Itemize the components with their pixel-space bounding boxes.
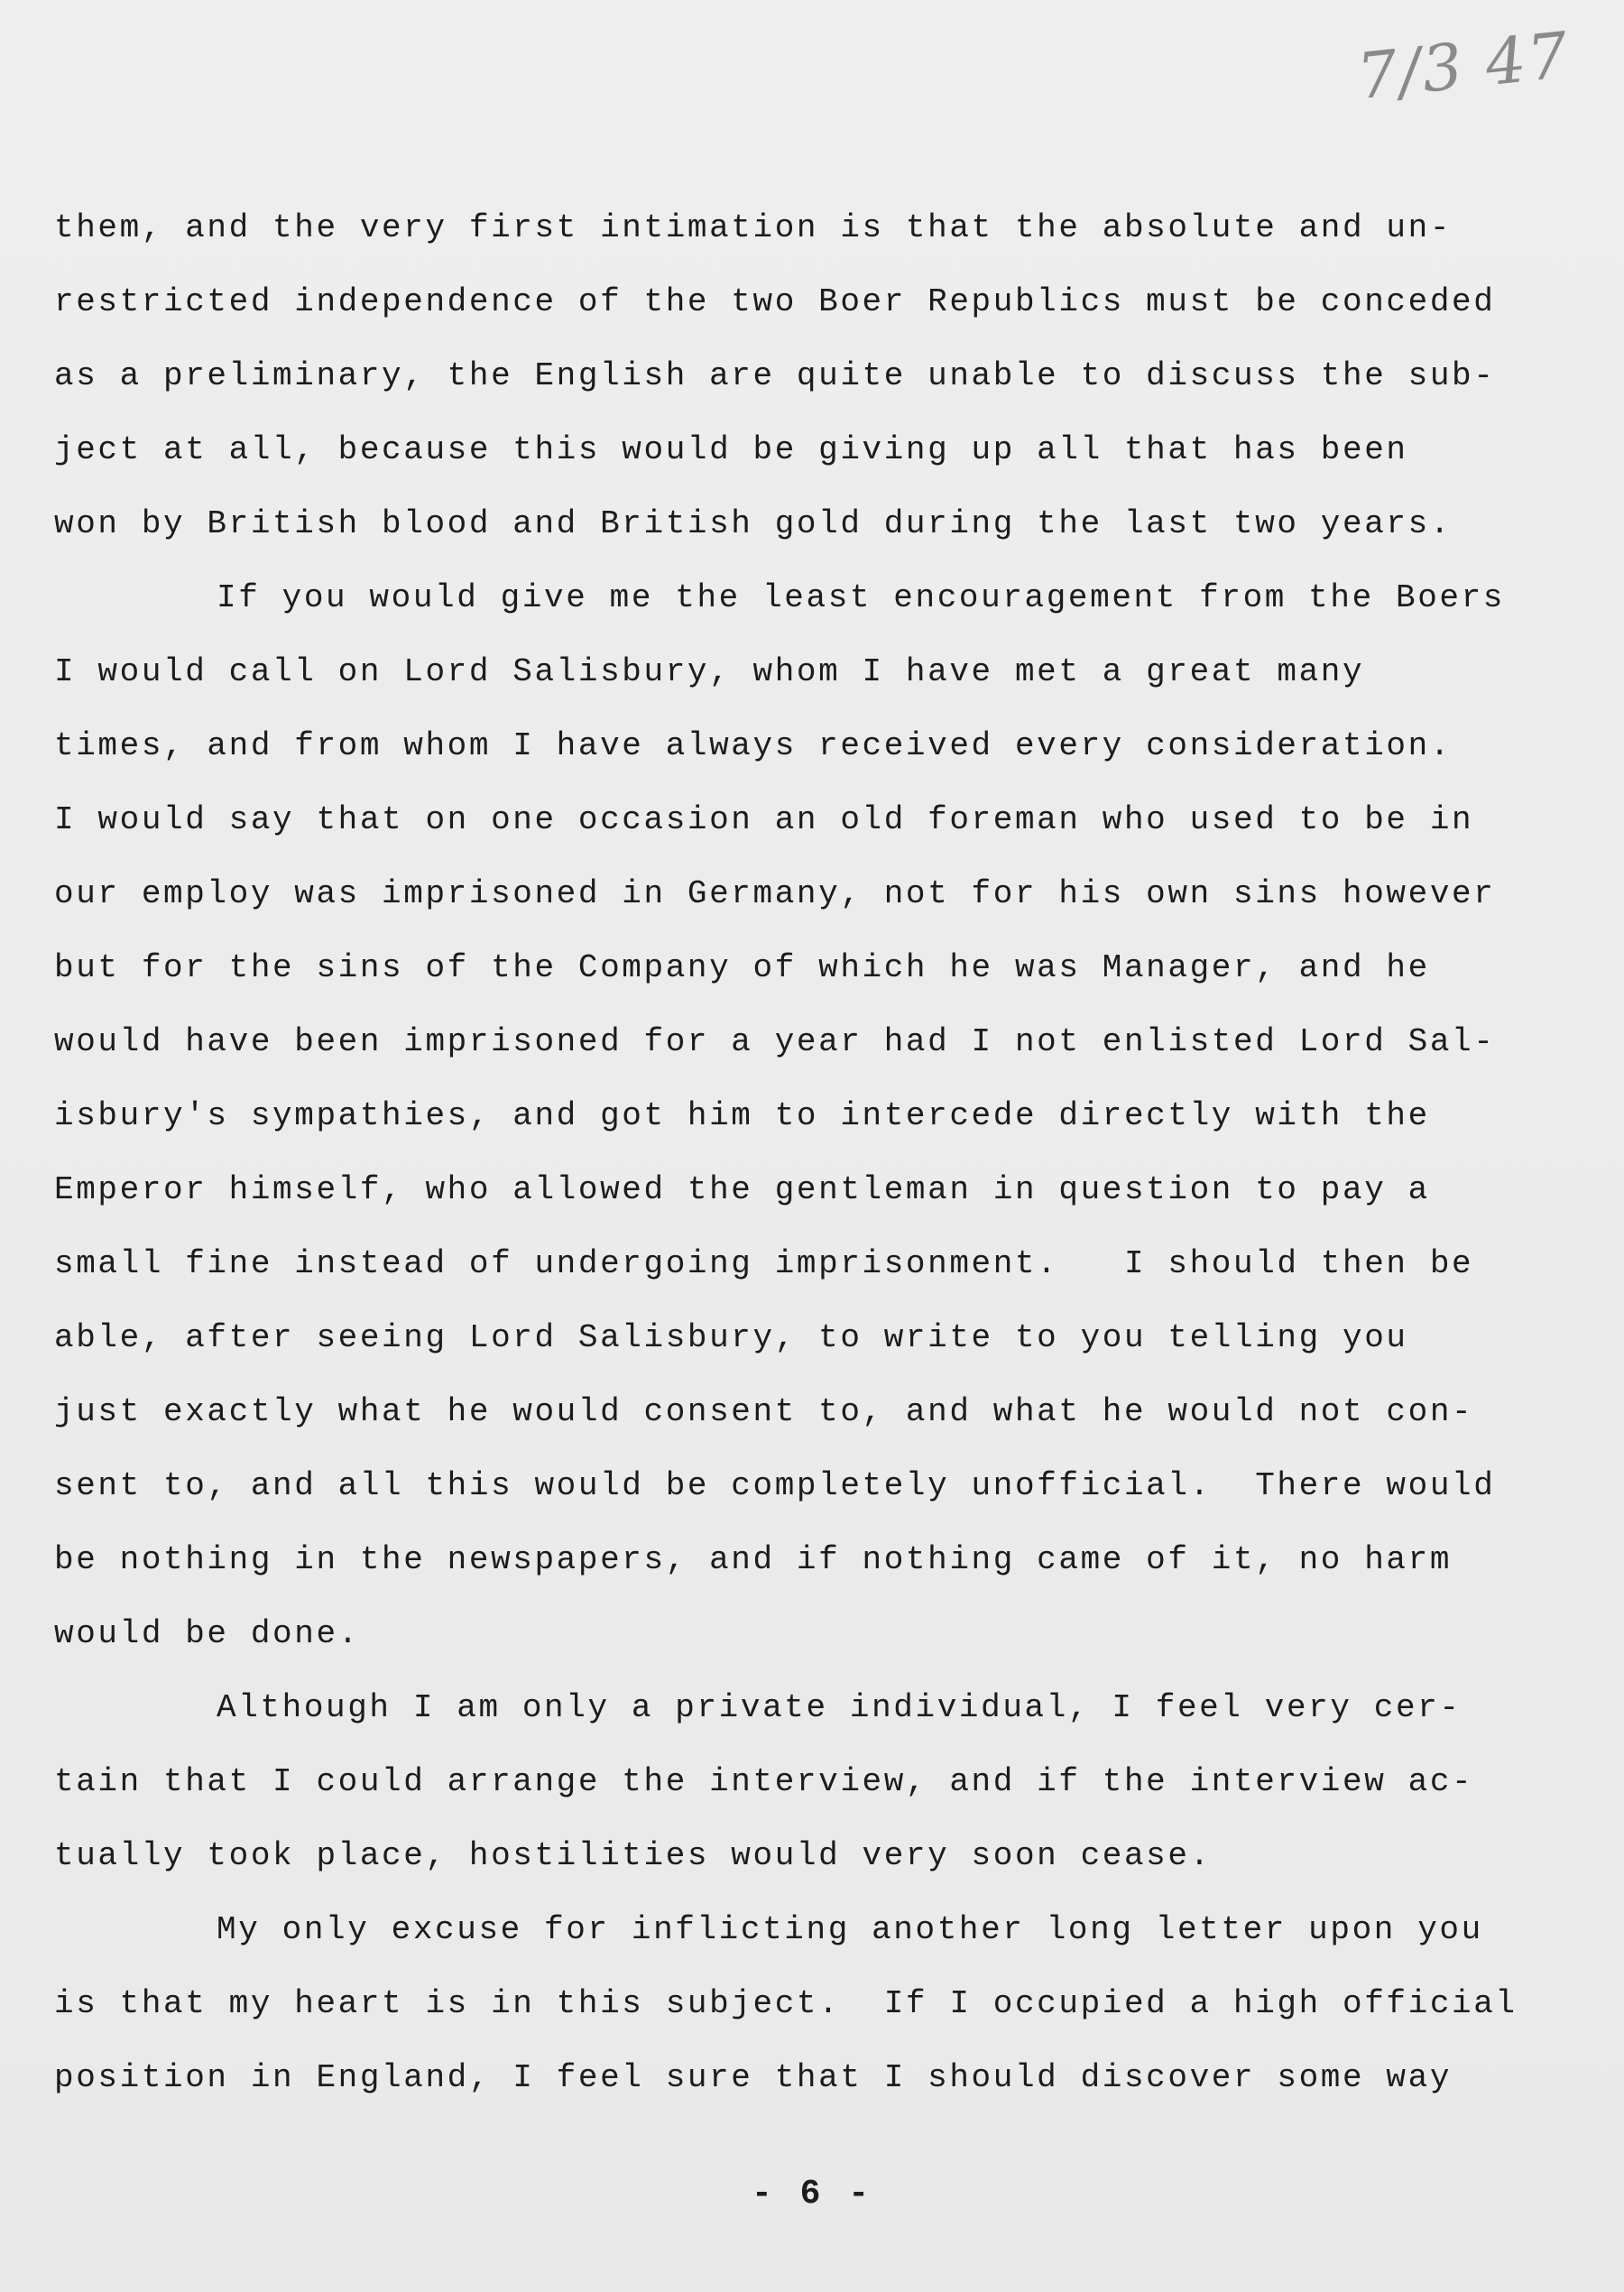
text-line: My only excuse for inflicting another long letter upon you [217, 1911, 1483, 1948]
text-line: ject at all, because this would be giving up all that has been [54, 431, 1408, 468]
text-line: small fine instead of undergoing imprisonment. I should then be [54, 1245, 1474, 1282]
paragraph [54, 1671, 1570, 1893]
text-line: Emperor himself, who allowed the gentleman in question to pay a [54, 1171, 1430, 1208]
text-line: is that my heart is in this subject. If I occupied a high official [54, 1985, 1518, 2022]
paragraph [54, 191, 1570, 561]
text-line: our employ was imprisoned in Germany, not for his own sins however [54, 875, 1496, 912]
paragraph [54, 1893, 1570, 2115]
text-line: I would call on Lord Salisbury, whom I have met a great many [54, 653, 1365, 690]
text-line: tain that I could arrange the interview, and if the interview ac- [54, 1763, 1474, 1800]
page-number: - 6 - [751, 2175, 873, 2213]
folio-mark: 7/3 47 [1353, 17, 1573, 115]
text-line: but for the sins of the Company of which he was Manager, and he [54, 949, 1430, 986]
text-line: times, and from whom I have always received every consideration. [54, 727, 1453, 764]
text-line: won by British blood and British gold during the last two years. [54, 505, 1453, 542]
text-line: them, and the very first intimation is that the absolute and un- [54, 209, 1453, 246]
text-line: Although I am only a private individual, I feel very cer- [217, 1689, 1462, 1726]
text-line: just exactly what he would consent to, and what he would not con- [54, 1393, 1474, 1430]
text-line: be nothing in the newspapers, and if nothing came of it, no harm [54, 1541, 1453, 1578]
text-line: would be done. [54, 1615, 360, 1652]
text-line: tually took place, hostilities would very soon cease. [54, 1837, 1212, 1874]
text-line: I would say that on one occasion an old foreman who used to be in [54, 801, 1474, 838]
text-line: as a preliminary, the English are quite unable to discuss the sub- [54, 357, 1496, 394]
text-line: isbury's sympathies, and got him to intercede directly with the [54, 1097, 1430, 1134]
text-line: able, after seeing Lord Salisbury, to write to you telling you [54, 1319, 1408, 1356]
text-line: would have been imprisoned for a year had I not enlisted Lord Sal- [54, 1023, 1496, 1060]
text-line: restricted independence of the two Boer Republics must be conceded [54, 283, 1496, 320]
text-line: sent to, and all this would be completely unofficial. There would [54, 1467, 1496, 1504]
text-line: position in England, I feel sure that I should discover some way [54, 2059, 1453, 2096]
paragraph [54, 561, 1570, 1671]
text-line: If you would give me the least encouragement from the Boers [217, 579, 1506, 616]
letter-body [54, 191, 1570, 2115]
